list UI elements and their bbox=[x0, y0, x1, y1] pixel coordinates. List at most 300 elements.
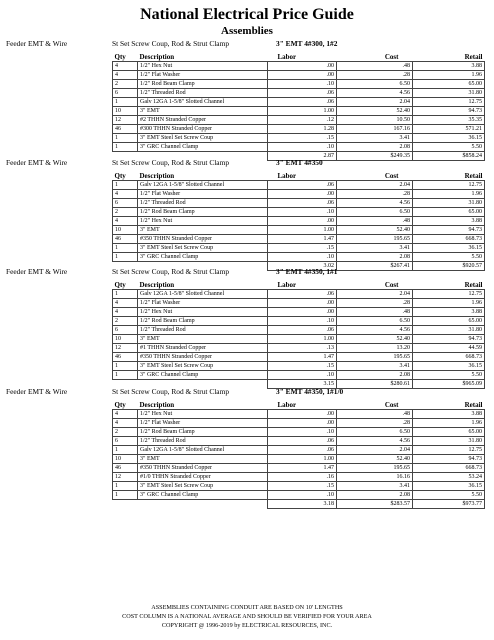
table-row bbox=[113, 473, 485, 482]
cell-cost: 167.16 bbox=[337, 125, 413, 134]
cell-retail: 12.75 bbox=[413, 446, 485, 455]
total-retail: $858.24 bbox=[413, 152, 485, 161]
total-spacer bbox=[113, 500, 138, 509]
cell-desc: 1/2" Rod Beam Clamp bbox=[138, 208, 268, 217]
assembly-header bbox=[0, 157, 494, 169]
cell-cost: 2.08 bbox=[337, 253, 413, 262]
cell-qty: 1 bbox=[113, 482, 138, 491]
cell-retail: 35.35 bbox=[413, 116, 485, 125]
table-row bbox=[113, 80, 485, 89]
cell-labor: 1.47 bbox=[268, 464, 337, 473]
table-row bbox=[113, 362, 485, 371]
cell-cost: 6.50 bbox=[337, 428, 413, 437]
cell-labor: 1.00 bbox=[268, 226, 337, 235]
table-row bbox=[113, 290, 485, 299]
cell-qty: 46 bbox=[113, 353, 138, 362]
table-row bbox=[113, 491, 485, 500]
cell-qty: 10 bbox=[113, 455, 138, 464]
column-header-cost: Cost bbox=[384, 53, 399, 61]
cell-desc: 1/2" Rod Beam Clamp bbox=[138, 317, 268, 326]
cell-cost: .48 bbox=[337, 308, 413, 317]
column-header-row bbox=[113, 170, 485, 181]
cell-labor: .00 bbox=[268, 71, 337, 80]
cell-retail: 36.15 bbox=[413, 362, 485, 371]
total-spacer bbox=[138, 500, 268, 509]
page-title: National Electrical Price Guide bbox=[140, 6, 354, 23]
cell-cost: .48 bbox=[337, 410, 413, 419]
cell-retail: 1.96 bbox=[413, 71, 485, 80]
cell-cost: 16.16 bbox=[337, 473, 413, 482]
cell-labor: .00 bbox=[268, 299, 337, 308]
cell-cost: 2.04 bbox=[337, 181, 413, 190]
cell-cost: 2.04 bbox=[337, 446, 413, 455]
table-row bbox=[113, 208, 485, 217]
total-cost: $283.57 bbox=[337, 500, 413, 509]
cell-qty: 10 bbox=[113, 226, 138, 235]
assembly-method: St Set Screw Coup, Rod & Strut Clamp bbox=[112, 39, 230, 48]
cell-desc: 1/2" Rod Beam Clamp bbox=[138, 428, 268, 437]
cell-qty: 4 bbox=[113, 62, 138, 71]
cell-retail: 31.80 bbox=[413, 326, 485, 335]
cell-qty: 4 bbox=[113, 190, 138, 199]
table-row bbox=[113, 455, 485, 464]
cell-desc: 1/2" Hex Nut bbox=[138, 217, 268, 226]
cell-desc: #350 THHN Stranded Copper bbox=[138, 353, 268, 362]
assembly-name: 3" EMT 4#300, 1#2 bbox=[276, 39, 338, 48]
cell-retail: 94.73 bbox=[413, 107, 485, 116]
assembly-table bbox=[112, 279, 485, 389]
assembly-table bbox=[112, 170, 485, 271]
column-header-desc: Description bbox=[139, 281, 175, 289]
cell-cost: 2.04 bbox=[337, 98, 413, 107]
cell-desc: Galv 12GA 1-5/8" Slotted Channel bbox=[138, 181, 268, 190]
assembly-category: Feeder EMT & Wire bbox=[6, 39, 68, 48]
cell-cost: 3.41 bbox=[337, 482, 413, 491]
cell-cost: 2.04 bbox=[337, 290, 413, 299]
cell-labor: .06 bbox=[268, 199, 337, 208]
cell-qty: 4 bbox=[113, 299, 138, 308]
cell-desc: 3" EMT Steel Set Screw Coup bbox=[138, 134, 268, 143]
cell-desc: #350 THHN Stranded Copper bbox=[138, 235, 268, 244]
total-labor: 3.18 bbox=[268, 500, 337, 509]
cell-cost: .48 bbox=[337, 217, 413, 226]
cell-retail: 53.24 bbox=[413, 473, 485, 482]
cell-qty: 1 bbox=[113, 362, 138, 371]
cell-qty: 6 bbox=[113, 437, 138, 446]
cell-qty: 1 bbox=[113, 244, 138, 253]
column-header-qty: Qty bbox=[114, 53, 126, 61]
cell-labor: .10 bbox=[268, 491, 337, 500]
cell-retail: 36.15 bbox=[413, 134, 485, 143]
cell-labor: .15 bbox=[268, 134, 337, 143]
cell-labor: .00 bbox=[268, 419, 337, 428]
column-header-labor: Labor bbox=[277, 281, 297, 289]
cell-cost: 195.65 bbox=[337, 235, 413, 244]
cell-cost: 13.20 bbox=[337, 344, 413, 353]
cell-retail: 5.50 bbox=[413, 253, 485, 262]
cell-qty: 1 bbox=[113, 181, 138, 190]
footer-note-cost: COST COLUMN IS A NATIONAL AVERAGE AND SHOULD BE VERIFIED FOR YOUR AREA bbox=[122, 613, 372, 620]
cell-labor: 1.00 bbox=[268, 107, 337, 116]
cell-desc: 1/2" Hex Nut bbox=[138, 410, 268, 419]
column-header-row bbox=[113, 51, 485, 62]
cell-desc: 3" GRC Channel Clamp bbox=[138, 143, 268, 152]
cell-desc: #350 THHN Stranded Copper bbox=[138, 464, 268, 473]
table-row bbox=[113, 89, 485, 98]
cell-qty: 1 bbox=[113, 371, 138, 380]
cell-qty: 4 bbox=[113, 308, 138, 317]
cell-qty: 2 bbox=[113, 428, 138, 437]
cell-cost: 4.56 bbox=[337, 199, 413, 208]
assembly-category: Feeder EMT & Wire bbox=[6, 267, 68, 276]
cell-desc: 1/2" Threaded Rod bbox=[138, 326, 268, 335]
assembly-header bbox=[0, 386, 494, 398]
cell-labor: .06 bbox=[268, 98, 337, 107]
page-subtitle: Assemblies bbox=[221, 25, 273, 37]
cell-retail: 44.59 bbox=[413, 344, 485, 353]
column-header-labor: Labor bbox=[277, 401, 297, 409]
assembly-table bbox=[112, 51, 485, 161]
cell-desc: 1/2" Threaded Rod bbox=[138, 437, 268, 446]
cell-desc: #300 THHN Stranded Copper bbox=[138, 125, 268, 134]
column-header-desc: Description bbox=[139, 172, 175, 180]
cell-qty: 1 bbox=[113, 253, 138, 262]
cell-qty: 1 bbox=[113, 491, 138, 500]
total-retail: $965.09 bbox=[413, 380, 485, 389]
cell-labor: .06 bbox=[268, 181, 337, 190]
table-row bbox=[113, 134, 485, 143]
table-row bbox=[113, 226, 485, 235]
cell-qty: 1 bbox=[113, 98, 138, 107]
table-row bbox=[113, 308, 485, 317]
total-retail: $973.77 bbox=[413, 500, 485, 509]
cell-desc: 1/2" Flat Washer bbox=[138, 419, 268, 428]
cell-retail: 36.15 bbox=[413, 482, 485, 491]
cell-desc: Galv 12GA 1-5/8" Slotted Channel bbox=[138, 98, 268, 107]
cell-desc: 3" EMT bbox=[138, 335, 268, 344]
cell-qty: 4 bbox=[113, 71, 138, 80]
cell-labor: .06 bbox=[268, 326, 337, 335]
cell-cost: 3.41 bbox=[337, 134, 413, 143]
assembly-section bbox=[0, 157, 494, 269]
cell-cost: 2.08 bbox=[337, 143, 413, 152]
cell-labor: .06 bbox=[268, 89, 337, 98]
cell-retail: 31.80 bbox=[413, 199, 485, 208]
table-row bbox=[113, 437, 485, 446]
cell-cost: .28 bbox=[337, 299, 413, 308]
cell-labor: 1.00 bbox=[268, 455, 337, 464]
cell-retail: 65.00 bbox=[413, 80, 485, 89]
cell-labor: .00 bbox=[268, 410, 337, 419]
cell-labor: .10 bbox=[268, 371, 337, 380]
cell-cost: 52.40 bbox=[337, 226, 413, 235]
cell-desc: 3" GRC Channel Clamp bbox=[138, 371, 268, 380]
total-labor: 3.02 bbox=[268, 262, 337, 271]
cell-labor: 1.47 bbox=[268, 353, 337, 362]
column-header-cost: Cost bbox=[384, 172, 399, 180]
cell-cost: 3.41 bbox=[337, 362, 413, 371]
cell-qty: 4 bbox=[113, 419, 138, 428]
cell-cost: 4.56 bbox=[337, 437, 413, 446]
cell-labor: .12 bbox=[268, 116, 337, 125]
assembly-category: Feeder EMT & Wire bbox=[6, 158, 68, 167]
table-row bbox=[113, 335, 485, 344]
cell-qty: 12 bbox=[113, 344, 138, 353]
cell-desc: 1/2" Hex Nut bbox=[138, 308, 268, 317]
cell-cost: 6.50 bbox=[337, 208, 413, 217]
cell-labor: .10 bbox=[268, 208, 337, 217]
cell-retail: 1.96 bbox=[413, 299, 485, 308]
assembly-header bbox=[0, 38, 494, 50]
cell-cost: 195.65 bbox=[337, 353, 413, 362]
cell-labor: .15 bbox=[268, 482, 337, 491]
column-header-retail: Retail bbox=[464, 281, 483, 289]
table-row bbox=[113, 125, 485, 134]
assembly-name: 3" EMT 4#350, 1#1/0 bbox=[276, 387, 344, 396]
assembly-method: St Set Screw Coup, Rod & Strut Clamp bbox=[112, 387, 230, 396]
cell-qty: 46 bbox=[113, 235, 138, 244]
footer-note-lengths: ASSEMBLIES CONTAINING CONDUIT ARE BASED ON 10' LENGTHS bbox=[151, 604, 343, 611]
cell-labor: .13 bbox=[268, 344, 337, 353]
cell-desc: 1/2" Hex Nut bbox=[138, 62, 268, 71]
table-row bbox=[113, 71, 485, 80]
table-row bbox=[113, 107, 485, 116]
cell-cost: .48 bbox=[337, 62, 413, 71]
table-row bbox=[113, 482, 485, 491]
cell-retail: 3.88 bbox=[413, 62, 485, 71]
cell-desc: Galv 12GA 1-5/8" Slotted Channel bbox=[138, 446, 268, 455]
cell-qty: 2 bbox=[113, 80, 138, 89]
column-header-retail: Retail bbox=[464, 53, 483, 61]
cell-desc: 1/2" Threaded Rod bbox=[138, 89, 268, 98]
cell-qty: 46 bbox=[113, 125, 138, 134]
table-row bbox=[113, 317, 485, 326]
cell-cost: 195.65 bbox=[337, 464, 413, 473]
cell-desc: 3" GRC Channel Clamp bbox=[138, 253, 268, 262]
assembly-section bbox=[0, 266, 494, 387]
table-row bbox=[113, 217, 485, 226]
cell-qty: 6 bbox=[113, 89, 138, 98]
cell-desc: #1/0 THHN Stranded Copper bbox=[138, 473, 268, 482]
cell-qty: 1 bbox=[113, 134, 138, 143]
cell-retail: 12.75 bbox=[413, 98, 485, 107]
cell-labor: .06 bbox=[268, 446, 337, 455]
cell-desc: #1 THHN Stranded Copper bbox=[138, 344, 268, 353]
cell-labor: .10 bbox=[268, 143, 337, 152]
cell-desc: Galv 12GA 1-5/8" Slotted Channel bbox=[138, 290, 268, 299]
table-row bbox=[113, 62, 485, 71]
assembly-header bbox=[0, 266, 494, 278]
table-row bbox=[113, 371, 485, 380]
table-row bbox=[113, 299, 485, 308]
table-row bbox=[113, 410, 485, 419]
cell-cost: 6.50 bbox=[337, 80, 413, 89]
assembly-category: Feeder EMT & Wire bbox=[6, 387, 68, 396]
cell-cost: .28 bbox=[337, 419, 413, 428]
table-row bbox=[113, 344, 485, 353]
table-row bbox=[113, 116, 485, 125]
table-row bbox=[113, 353, 485, 362]
column-header-qty: Qty bbox=[114, 172, 126, 180]
cell-desc: 1/2" Threaded Rod bbox=[138, 199, 268, 208]
cell-desc: 1/2" Flat Washer bbox=[138, 71, 268, 80]
cell-cost: .28 bbox=[337, 190, 413, 199]
cell-retail: 3.88 bbox=[413, 308, 485, 317]
total-labor: 3.15 bbox=[268, 380, 337, 389]
cell-cost: 52.40 bbox=[337, 335, 413, 344]
cell-labor: .06 bbox=[268, 437, 337, 446]
total-retail: $920.57 bbox=[413, 262, 485, 271]
column-header-desc: Description bbox=[139, 401, 175, 409]
column-header-desc: Description bbox=[139, 53, 175, 61]
cell-retail: 94.73 bbox=[413, 226, 485, 235]
column-header-qty: Qty bbox=[114, 401, 126, 409]
cell-retail: 12.75 bbox=[413, 181, 485, 190]
cell-desc: 1/2" Rod Beam Clamp bbox=[138, 80, 268, 89]
cell-qty: 2 bbox=[113, 317, 138, 326]
assembly-name: 3" EMT 4#350 bbox=[276, 158, 323, 167]
total-cost: $267.41 bbox=[337, 262, 413, 271]
table-row bbox=[113, 199, 485, 208]
cell-labor: .16 bbox=[268, 473, 337, 482]
column-header-labor: Labor bbox=[277, 172, 297, 180]
table-row bbox=[113, 98, 485, 107]
table-row bbox=[113, 181, 485, 190]
assembly-table bbox=[112, 399, 485, 509]
cell-qty: 1 bbox=[113, 143, 138, 152]
cell-desc: 3" EMT Steel Set Screw Coup bbox=[138, 362, 268, 371]
cell-retail: 5.50 bbox=[413, 371, 485, 380]
cell-labor: .15 bbox=[268, 244, 337, 253]
table-row bbox=[113, 244, 485, 253]
cell-desc: 3" EMT Steel Set Screw Coup bbox=[138, 244, 268, 253]
table-row bbox=[113, 428, 485, 437]
cell-desc: #2 THHN Stranded Copper bbox=[138, 116, 268, 125]
cell-retail: 31.80 bbox=[413, 437, 485, 446]
cell-cost: 4.56 bbox=[337, 326, 413, 335]
table-row bbox=[113, 190, 485, 199]
cell-desc: 1/2" Flat Washer bbox=[138, 299, 268, 308]
cell-qty: 1 bbox=[113, 446, 138, 455]
cell-retail: 1.96 bbox=[413, 190, 485, 199]
cell-desc: 1/2" Flat Washer bbox=[138, 190, 268, 199]
cell-retail: 3.88 bbox=[413, 217, 485, 226]
cell-retail: 668.73 bbox=[413, 464, 485, 473]
total-cost: $280.61 bbox=[337, 380, 413, 389]
cell-cost: 2.08 bbox=[337, 371, 413, 380]
cell-retail: 36.15 bbox=[413, 244, 485, 253]
cell-retail: 65.00 bbox=[413, 208, 485, 217]
cell-retail: 3.88 bbox=[413, 410, 485, 419]
cell-cost: 4.56 bbox=[337, 89, 413, 98]
cell-cost: 52.40 bbox=[337, 107, 413, 116]
cell-retail: 5.50 bbox=[413, 143, 485, 152]
cell-cost: 6.50 bbox=[337, 317, 413, 326]
cell-labor: .10 bbox=[268, 317, 337, 326]
cell-retail: 12.75 bbox=[413, 290, 485, 299]
cell-desc: 3" EMT bbox=[138, 107, 268, 116]
cell-labor: .06 bbox=[268, 290, 337, 299]
cell-cost: 2.08 bbox=[337, 491, 413, 500]
cell-labor: .15 bbox=[268, 362, 337, 371]
cell-qty: 1 bbox=[113, 290, 138, 299]
cell-qty: 12 bbox=[113, 473, 138, 482]
table-row bbox=[113, 446, 485, 455]
cell-labor: .00 bbox=[268, 190, 337, 199]
table-row bbox=[113, 419, 485, 428]
column-header-cost: Cost bbox=[384, 401, 399, 409]
cell-labor: .00 bbox=[268, 217, 337, 226]
cell-cost: .28 bbox=[337, 71, 413, 80]
cell-cost: 10.50 bbox=[337, 116, 413, 125]
cell-qty: 4 bbox=[113, 217, 138, 226]
cell-retail: 65.00 bbox=[413, 428, 485, 437]
table-row bbox=[113, 464, 485, 473]
cell-labor: 1.28 bbox=[268, 125, 337, 134]
column-header-row bbox=[113, 399, 485, 410]
column-header-qty: Qty bbox=[114, 281, 126, 289]
assembly-method: St Set Screw Coup, Rod & Strut Clamp bbox=[112, 158, 230, 167]
cell-labor: .10 bbox=[268, 80, 337, 89]
cell-qty: 10 bbox=[113, 335, 138, 344]
cell-qty: 10 bbox=[113, 107, 138, 116]
cell-qty: 12 bbox=[113, 116, 138, 125]
cell-desc: 3" EMT bbox=[138, 226, 268, 235]
cell-desc: 3" EMT Steel Set Screw Coup bbox=[138, 482, 268, 491]
total-labor: 2.87 bbox=[268, 152, 337, 161]
cell-cost: 52.40 bbox=[337, 455, 413, 464]
cell-qty: 6 bbox=[113, 199, 138, 208]
cell-retail: 65.00 bbox=[413, 317, 485, 326]
cell-labor: .00 bbox=[268, 62, 337, 71]
cell-labor: 1.47 bbox=[268, 235, 337, 244]
assembly-name: 3" EMT 4#350, 1#1 bbox=[276, 267, 338, 276]
column-header-row bbox=[113, 279, 485, 290]
column-header-cost: Cost bbox=[384, 281, 399, 289]
cell-retail: 1.96 bbox=[413, 419, 485, 428]
cell-desc: 3" EMT bbox=[138, 455, 268, 464]
cell-retail: 668.73 bbox=[413, 235, 485, 244]
cell-qty: 6 bbox=[113, 326, 138, 335]
column-header-labor: Labor bbox=[277, 53, 297, 61]
column-header-retail: Retail bbox=[464, 401, 483, 409]
column-header-retail: Retail bbox=[464, 172, 483, 180]
cell-retail: 571.21 bbox=[413, 125, 485, 134]
cell-retail: 31.80 bbox=[413, 89, 485, 98]
cell-retail: 94.73 bbox=[413, 335, 485, 344]
cell-qty: 2 bbox=[113, 208, 138, 217]
assembly-section bbox=[0, 38, 494, 159]
cell-retail: 668.73 bbox=[413, 353, 485, 362]
cell-labor: 1.00 bbox=[268, 335, 337, 344]
cell-cost: 3.41 bbox=[337, 244, 413, 253]
total-cost: $249.35 bbox=[337, 152, 413, 161]
total-row bbox=[113, 500, 485, 509]
table-row bbox=[113, 326, 485, 335]
table-row bbox=[113, 253, 485, 262]
table-row bbox=[113, 235, 485, 244]
cell-labor: .10 bbox=[268, 428, 337, 437]
footer-copyright: COPYRIGHT @ 1996-2019 by ELECTRICAL RESOURCES, INC. bbox=[161, 622, 333, 629]
table-row bbox=[113, 143, 485, 152]
assembly-section bbox=[0, 386, 494, 507]
cell-retail: 94.73 bbox=[413, 455, 485, 464]
cell-labor: .10 bbox=[268, 253, 337, 262]
cell-desc: 3" GRC Channel Clamp bbox=[138, 491, 268, 500]
cell-retail: 5.50 bbox=[413, 491, 485, 500]
cell-qty: 46 bbox=[113, 464, 138, 473]
assembly-method: St Set Screw Coup, Rod & Strut Clamp bbox=[112, 267, 230, 276]
